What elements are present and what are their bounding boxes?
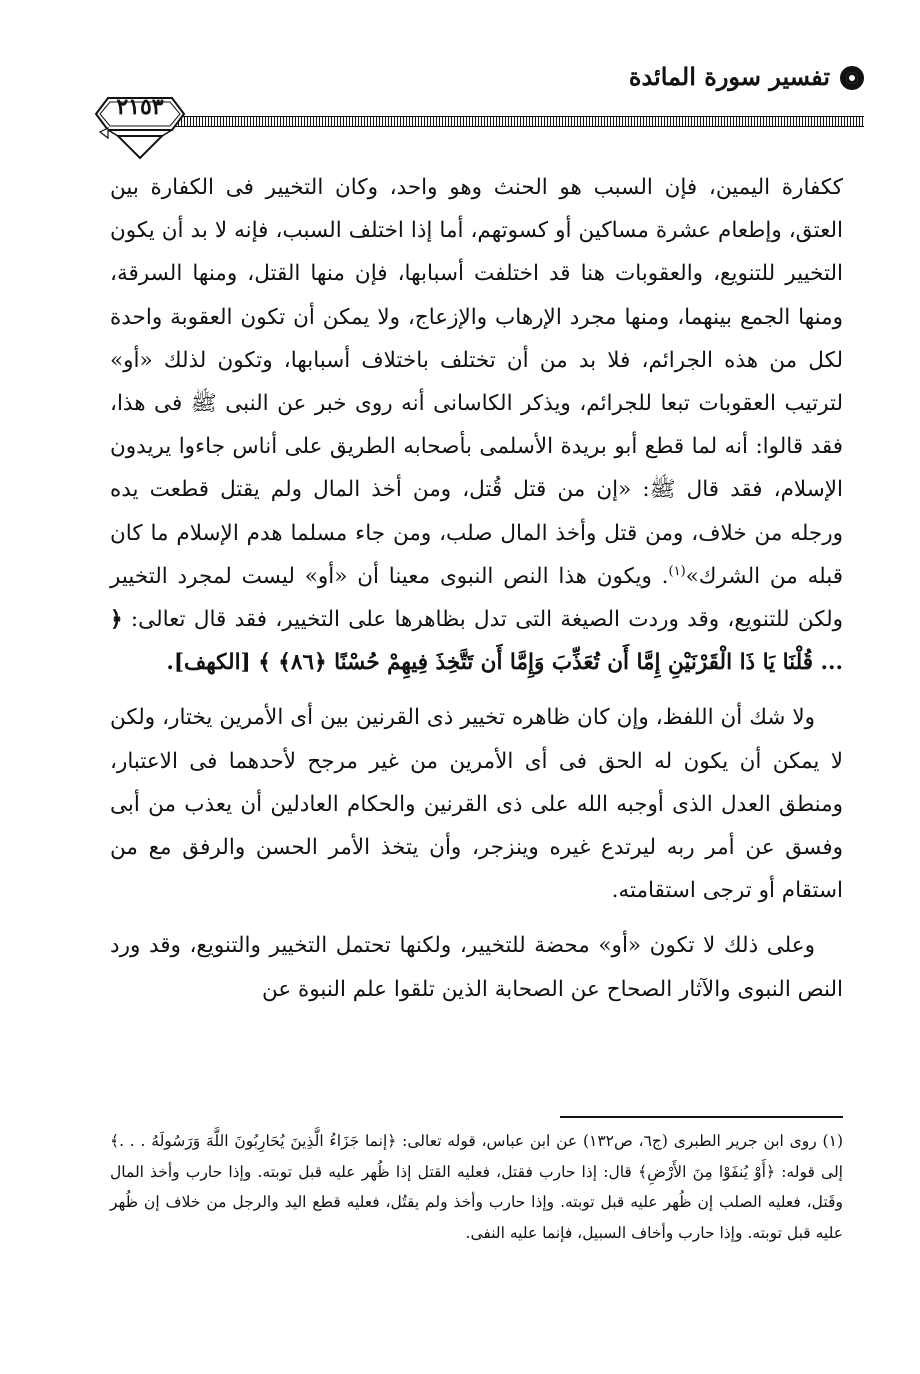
running-title: تفسير سورة المائدة: [628, 62, 830, 91]
paragraph-1-continuation: . ويكون هذا النص النبوى معينا أن «أو» ليست لمجرد التخيير ولكن للتنويع، وقد وردت الصيغة التى تدل بظاهرها على التخيير، فقد قال تعالى:: [110, 563, 843, 633]
body-text: [110, 166, 843, 1011]
quran-verse: ﴿ ... قُلْنَا يَا ذَا الْقَرْنَيْنِ إِمَّا أَن تُعَذِّبَ وَإِمَّا أَن تَتَّخِذَ فِيهِمْ حُسْنًا ﴿٨٦﴾ ﴾: [110, 607, 843, 676]
paragraph-1: [110, 166, 843, 684]
footnote-separator: [560, 1116, 843, 1118]
page-number: ٢١٥٣: [116, 94, 164, 120]
paragraph-2: ولا شك أن اللفظ، وإن كان ظاهره تخيير ذى القرنين بين أى الأمرين يختار، ولكن لا يمكن أن يكون له الحق فى أى الأمرين من غير مرجح لأحدهما فى الاعتبار، ومنطق العدل الذى أوجبه الله على ذى القرنين والحكام العادلين أن يعذب من أبى وفسق عن أمر ربه ليرتدع غيره وينزجر، وأن يتخذ الأمر الحسن والرفق مع من استقام أو ترجى استقامته.: [110, 705, 843, 904]
page-header: [0, 0, 920, 170]
footnote-reference: (١): [668, 563, 686, 579]
paragraph-1-text: ككفارة اليمين، فإن السبب هو الحنث وهو واحد، وكان التخيير فى الكفارة بين العتق، وإطعام عشرة مساكين أو كسوتهم، أما إذا اختلف السبب، فإنه لا بد أن يكون التخيير للتنويع، والعقوبات هنا قد اختلفت أسبابها، فإن منها القتل، ومنها السرقة، ومنها الجمع بينهما، ومنها مجرد الإرهاب والإزعاج، ولا يمكن أن تكون العقوبة واحدة لكل من هذه الجرائم، فلا بد من أن تختلف باختلاف أسبابها، وتكون لذلك «أو» لترتيب العقوبات تبعا للجرائم، ويذكر الكاسانى أنه روى خبر عن النبى ﷺ فى هذا، فقد قالوا: أنه لما قطع أبو بريدة الأسلمى بأصحابه الطريق على أناس جاءوا يريدون الإسلام، فقد قال ﷺ: «إن من قتل قُتل، ومن أخذ المال ولم يقتل قطعت يده ورجله من خلاف، ومن قتل وأخذ المال صلب، ومن جاء مسلما هدم الإسلام ما كان قبله من الشرك»: [110, 175, 843, 589]
surah-reference: [الكهف].: [166, 650, 259, 676]
header-ornament-icon: [840, 66, 864, 90]
header-rule: [175, 116, 864, 127]
footnote: (١) روى ابن جرير الطبرى (ج٦، ص١٣٢) عن ابن عباس، قوله تعالى: ﴿إنما جَزَاءُ الَّذِينَ يُحَارِبُونَ اللَّهَ وَرَسُولَهُ . . .﴾ إلى قوله: ﴿أَوْ يُنفَوْا مِنَ الأَرْضِ﴾ قال: إذا حارب فقتل، فعليه القتل إذا ظُهر عليه قبل توبته. وإذا حارب وأخذ المال وقَتل، فعليه الصلب إن ظُهر عليه قبل توبته. وإذا حارب وأخذ ولم يقتُل، فعليه قطع اليد والرجل من خلاف إن ظُهر عليه قبل توبته. وإذا حارب وأخاف السبيل، فإنما عليه النفى.: [110, 1132, 843, 1242]
paragraph-3: وعلى ذلك لا تكون «أو» محضة للتخيير، ولكنها تحتمل التخيير والتنويع، وقد ورد النص النبوى والآثار الصحاح عن الصحابة الذين تلقوا علم النبوة عن: [110, 933, 843, 1002]
